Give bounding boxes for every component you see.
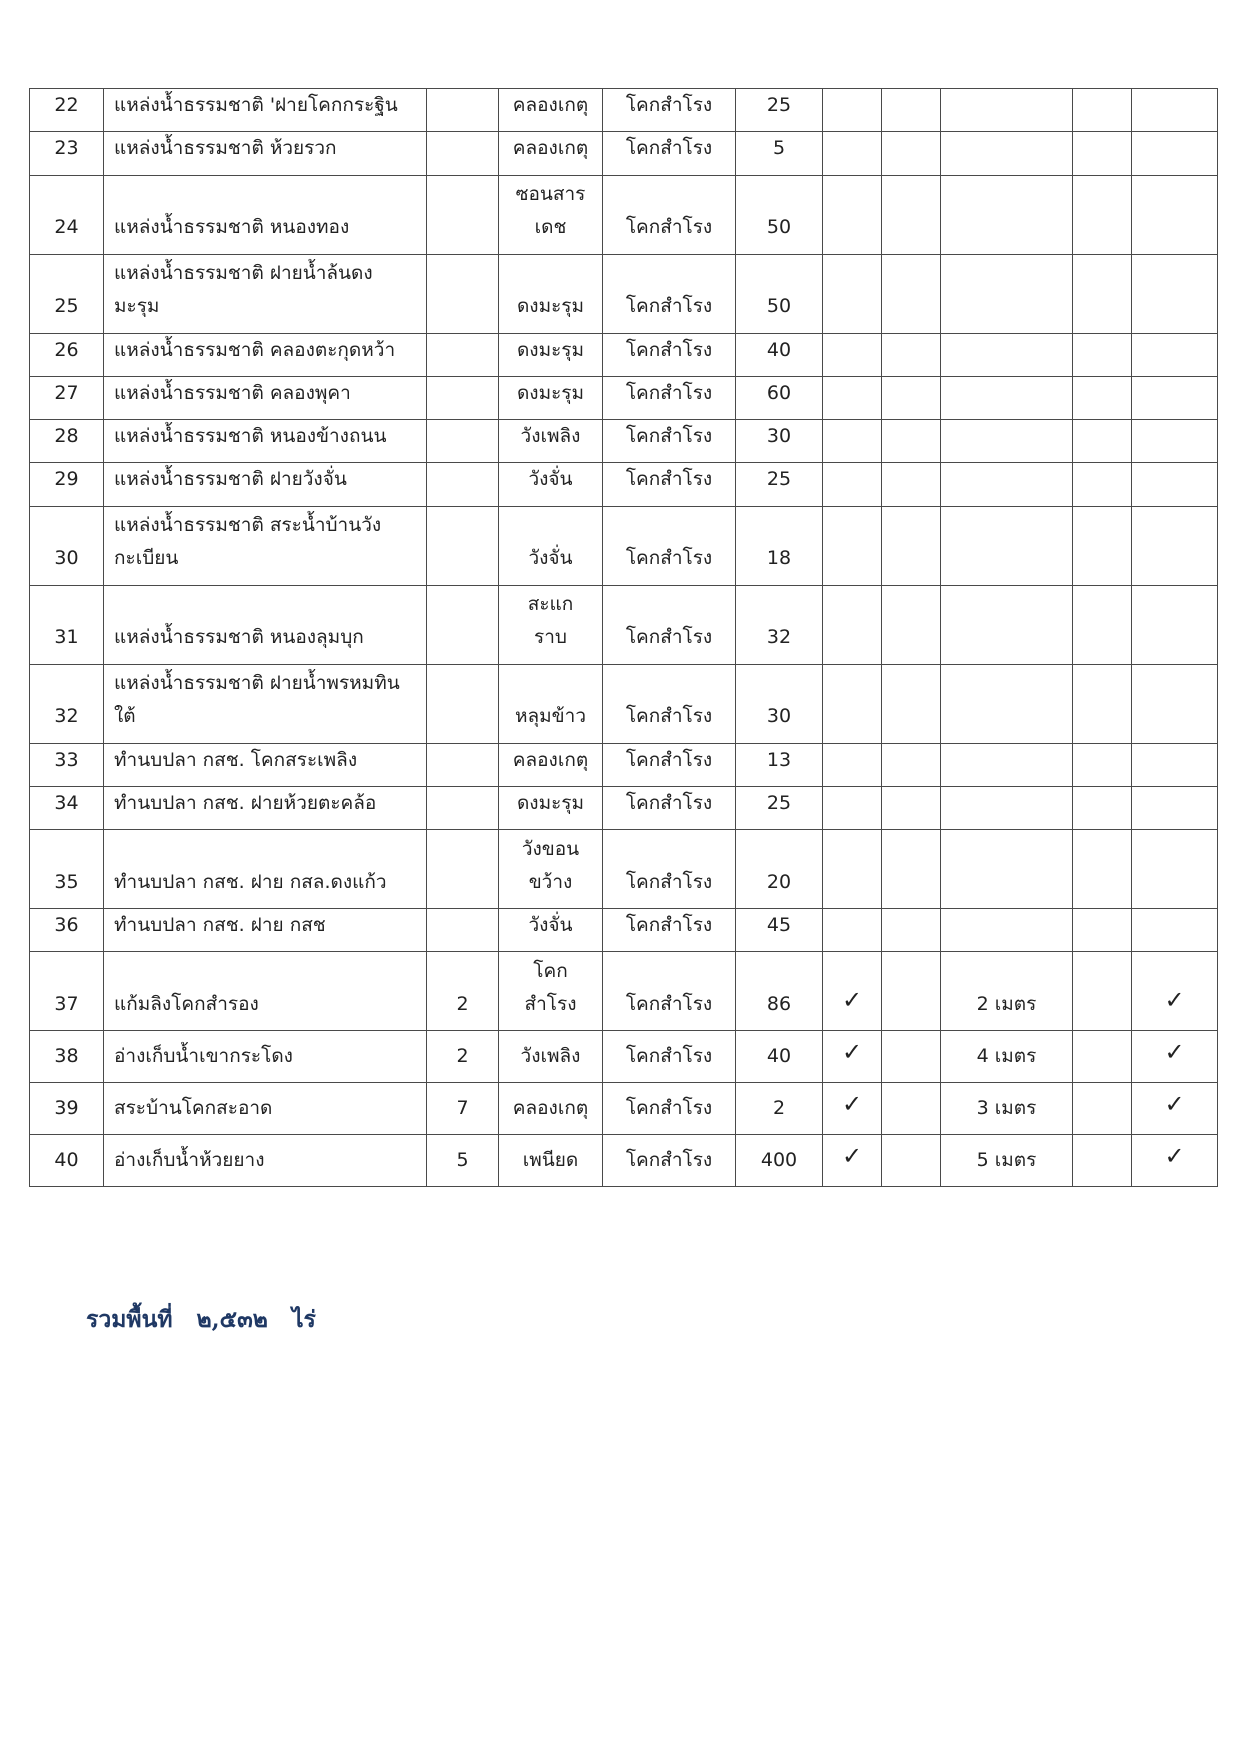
table-row: [30, 254, 1218, 333]
area-rai: 32: [736, 585, 823, 664]
row-number: 39: [30, 1083, 104, 1135]
area-rai: 86: [736, 952, 823, 1031]
tambon-name: โคกสำโรง: [603, 1135, 736, 1187]
moo-number: [427, 786, 499, 829]
tambon-name: โคกสำโรง: [603, 585, 736, 664]
table-row: [30, 132, 1218, 175]
row-number: 33: [30, 743, 104, 786]
tambon-name: โคกสำโรง: [603, 786, 736, 829]
area-rai: 13: [736, 743, 823, 786]
check-cell: [1073, 1083, 1132, 1135]
check-cell: [1132, 333, 1218, 376]
row-number: 28: [30, 420, 104, 463]
tambon-name: โคกสำโรง: [603, 506, 736, 585]
water-source-name: แหล่งน้ำธรรมชาติ หนองทอง: [104, 175, 427, 254]
check-cell: [823, 420, 882, 463]
moo-number: [427, 132, 499, 175]
area-rai: 20: [736, 830, 823, 909]
table-row: [30, 463, 1218, 506]
total-unit: ไร่: [291, 1306, 316, 1333]
table-row: [30, 333, 1218, 376]
check-cell: [882, 585, 941, 664]
water-source-name: แหล่งน้ำธรรมชาติ 'ฝายโคกกระฐิน: [104, 89, 427, 132]
check-cell: [882, 254, 941, 333]
check-cell: [882, 420, 941, 463]
tambon-name: โคกสำโรง: [603, 89, 736, 132]
check-cell: [1132, 506, 1218, 585]
check-cell: [1073, 376, 1132, 419]
depth-value: [941, 420, 1073, 463]
village-name: วังจั่น: [499, 463, 603, 506]
check-cell: [882, 333, 941, 376]
row-number: 32: [30, 664, 104, 743]
water-source-name: แหล่งน้ำธรรมชาติ คลองพุคา: [104, 376, 427, 419]
water-source-name: ทำนบปลา กสช. ฝายห้วยตะคล้อ: [104, 786, 427, 829]
check-cell: [1073, 254, 1132, 333]
check-cell: [823, 463, 882, 506]
check-cell: [882, 909, 941, 952]
row-number: 26: [30, 333, 104, 376]
area-rai: 50: [736, 175, 823, 254]
moo-number: 2: [427, 1031, 499, 1083]
water-source-name: แหล่งน้ำธรรมชาติ ห้วยรวก: [104, 132, 427, 175]
depth-value: [941, 664, 1073, 743]
water-source-name: อ่างเก็บน้ำเขากระโดง: [104, 1031, 427, 1083]
check-cell: [882, 1031, 941, 1083]
water-source-name: แหล่งน้ำธรรมชาติ ฝายวังจั่น: [104, 463, 427, 506]
depth-value: [941, 463, 1073, 506]
row-number: 38: [30, 1031, 104, 1083]
check-cell: ✓: [1132, 1031, 1218, 1083]
depth-value: 5 เมตร: [941, 1135, 1073, 1187]
moo-number: [427, 585, 499, 664]
village-name: คลองเกตุ: [499, 132, 603, 175]
row-number: 27: [30, 376, 104, 419]
tambon-name: โคกสำโรง: [603, 1083, 736, 1135]
table-row: [30, 420, 1218, 463]
check-cell: ✓: [1132, 1135, 1218, 1187]
depth-value: [941, 89, 1073, 132]
moo-number: [427, 506, 499, 585]
depth-value: 4 เมตร: [941, 1031, 1073, 1083]
tambon-name: โคกสำโรง: [603, 952, 736, 1031]
check-cell: [882, 952, 941, 1031]
village-name: คลองเกตุ: [499, 1083, 603, 1135]
moo-number: 7: [427, 1083, 499, 1135]
check-cell: ✓: [1132, 1083, 1218, 1135]
row-number: 25: [30, 254, 104, 333]
check-cell: [882, 506, 941, 585]
depth-value: [941, 786, 1073, 829]
area-rai: 60: [736, 376, 823, 419]
row-number: 22: [30, 89, 104, 132]
tambon-name: โคกสำโรง: [603, 830, 736, 909]
check-cell: [1073, 420, 1132, 463]
depth-value: [941, 254, 1073, 333]
depth-value: [941, 909, 1073, 952]
moo-number: [427, 664, 499, 743]
table-row: [30, 952, 1218, 1031]
row-number: 29: [30, 463, 104, 506]
water-source-name: แหล่งน้ำธรรมชาติ ฝายน้ำล้นดง มะรุม: [104, 254, 427, 333]
water-source-name: สระบ้านโคกสะอาด: [104, 1083, 427, 1135]
total-label: รวมพื้นที่: [86, 1306, 173, 1333]
check-cell: ✓: [823, 952, 882, 1031]
moo-number: [427, 463, 499, 506]
depth-value: [941, 376, 1073, 419]
check-cell: [1132, 463, 1218, 506]
village-name: วังเพลิง: [499, 1031, 603, 1083]
check-cell: [823, 909, 882, 952]
area-rai: 400: [736, 1135, 823, 1187]
moo-number: [427, 420, 499, 463]
check-cell: ✓: [823, 1031, 882, 1083]
check-cell: [1073, 830, 1132, 909]
check-cell: [1073, 664, 1132, 743]
check-cell: [882, 1135, 941, 1187]
check-cell: [1132, 132, 1218, 175]
water-source-name: แหล่งน้ำธรรมชาติ หนองลุมบุก: [104, 585, 427, 664]
check-cell: [823, 132, 882, 175]
tambon-name: โคกสำโรง: [603, 463, 736, 506]
area-rai: 30: [736, 420, 823, 463]
village-name: หลุมข้าว: [499, 664, 603, 743]
check-cell: [823, 743, 882, 786]
moo-number: [427, 909, 499, 952]
check-cell: [882, 132, 941, 175]
water-source-name: แหล่งน้ำธรรมชาติ ฝายน้ำพรหมทิน ใต้: [104, 664, 427, 743]
check-cell: [882, 463, 941, 506]
row-number: 36: [30, 909, 104, 952]
water-source-name: ทำนบปลา กสช. ฝาย กสช: [104, 909, 427, 952]
water-source-name: แก้มลิงโคกสำรอง: [104, 952, 427, 1031]
village-name: ดงมะรุม: [499, 376, 603, 419]
area-rai: 25: [736, 463, 823, 506]
depth-value: [941, 506, 1073, 585]
moo-number: [427, 743, 499, 786]
depth-value: [941, 830, 1073, 909]
check-cell: [882, 830, 941, 909]
check-cell: [1073, 506, 1132, 585]
check-cell: [882, 175, 941, 254]
moo-number: [427, 175, 499, 254]
check-cell: [882, 376, 941, 419]
check-cell: [1073, 132, 1132, 175]
area-rai: 30: [736, 664, 823, 743]
check-cell: [1073, 1135, 1132, 1187]
village-name: ดงมะรุม: [499, 333, 603, 376]
table-row: [30, 89, 1218, 132]
row-number: 34: [30, 786, 104, 829]
check-cell: [823, 786, 882, 829]
moo-number: 2: [427, 952, 499, 1031]
area-rai: 25: [736, 786, 823, 829]
check-cell: [823, 664, 882, 743]
village-name: ดงมะรุม: [499, 254, 603, 333]
check-cell: ✓: [1132, 952, 1218, 1031]
tambon-name: โคกสำโรง: [603, 333, 736, 376]
check-cell: [1132, 830, 1218, 909]
area-rai: 5: [736, 132, 823, 175]
check-cell: [823, 376, 882, 419]
area-rai: 2: [736, 1083, 823, 1135]
area-rai: 40: [736, 1031, 823, 1083]
check-cell: [823, 506, 882, 585]
tambon-name: โคกสำโรง: [603, 376, 736, 419]
village-name: วังจั่น: [499, 506, 603, 585]
village-name: คลองเกตุ: [499, 743, 603, 786]
row-number: 35: [30, 830, 104, 909]
table-row: [30, 786, 1218, 829]
village-name: คลองเกตุ: [499, 89, 603, 132]
check-cell: [1073, 1031, 1132, 1083]
check-cell: [1132, 743, 1218, 786]
table-row: [30, 743, 1218, 786]
check-cell: [1073, 333, 1132, 376]
water-source-name: อ่างเก็บน้ำห้วยยาง: [104, 1135, 427, 1187]
tambon-name: โคกสำโรง: [603, 132, 736, 175]
table-row: [30, 1135, 1218, 1187]
moo-number: [427, 89, 499, 132]
row-number: 40: [30, 1135, 104, 1187]
row-number: 24: [30, 175, 104, 254]
tambon-name: โคกสำโรง: [603, 420, 736, 463]
table-row: [30, 506, 1218, 585]
check-cell: [823, 89, 882, 132]
check-cell: [1073, 743, 1132, 786]
table-row: [30, 376, 1218, 419]
reservoir-table: [29, 88, 1218, 1187]
check-cell: [1132, 909, 1218, 952]
water-source-name: ทำนบปลา กสช. โคกสระเพลิง: [104, 743, 427, 786]
check-cell: [1132, 376, 1218, 419]
depth-value: [941, 585, 1073, 664]
check-cell: [882, 743, 941, 786]
check-cell: [1073, 585, 1132, 664]
table-row: [30, 1031, 1218, 1083]
area-rai: 40: [736, 333, 823, 376]
tambon-name: โคกสำโรง: [603, 175, 736, 254]
area-rai: 45: [736, 909, 823, 952]
depth-value: 2 เมตร: [941, 952, 1073, 1031]
water-source-name: แหล่งน้ำธรรมชาติ คลองตะกุดหว้า: [104, 333, 427, 376]
check-cell: [1073, 89, 1132, 132]
village-name: โคก สำโรง: [499, 952, 603, 1031]
check-cell: [1073, 786, 1132, 829]
check-cell: [823, 254, 882, 333]
area-rai: 50: [736, 254, 823, 333]
check-cell: [823, 830, 882, 909]
tambon-name: โคกสำโรง: [603, 254, 736, 333]
check-cell: [1132, 175, 1218, 254]
moo-number: [427, 830, 499, 909]
moo-number: [427, 254, 499, 333]
check-cell: [882, 89, 941, 132]
row-number: 30: [30, 506, 104, 585]
check-cell: [1132, 89, 1218, 132]
area-rai: 18: [736, 506, 823, 585]
depth-value: [941, 132, 1073, 175]
village-name: ซอนสาร เดช: [499, 175, 603, 254]
moo-number: 5: [427, 1135, 499, 1187]
water-source-name: แหล่งน้ำธรรมชาติ สระน้ำบ้านวัง กะเบียน: [104, 506, 427, 585]
village-name: วังเพลิง: [499, 420, 603, 463]
total-area: [86, 1302, 332, 1338]
total-value: ๒,๕๓๒: [196, 1306, 268, 1333]
table-row: [30, 830, 1218, 909]
village-name: เพนียด: [499, 1135, 603, 1187]
tambon-name: โคกสำโรง: [603, 1031, 736, 1083]
check-cell: [1073, 463, 1132, 506]
check-cell: [1132, 664, 1218, 743]
check-cell: [1073, 175, 1132, 254]
check-cell: [882, 786, 941, 829]
water-source-name: แหล่งน้ำธรรมชาติ หนองข้างถนน: [104, 420, 427, 463]
village-name: วังจั่น: [499, 909, 603, 952]
check-cell: [823, 333, 882, 376]
table-row: [30, 585, 1218, 664]
village-name: วังขอน ขว้าง: [499, 830, 603, 909]
water-source-name: ทำนบปลา กสช. ฝาย กสล.ดงแก้ว: [104, 830, 427, 909]
tambon-name: โคกสำโรง: [603, 909, 736, 952]
check-cell: [1073, 952, 1132, 1031]
check-cell: [882, 1083, 941, 1135]
check-cell: [823, 175, 882, 254]
depth-value: [941, 175, 1073, 254]
depth-value: [941, 333, 1073, 376]
depth-value: 3 เมตร: [941, 1083, 1073, 1135]
tambon-name: โคกสำโรง: [603, 743, 736, 786]
check-cell: [1132, 254, 1218, 333]
check-cell: [1132, 786, 1218, 829]
row-number: 23: [30, 132, 104, 175]
check-cell: [1132, 420, 1218, 463]
village-name: ดงมะรุม: [499, 786, 603, 829]
table-row: [30, 175, 1218, 254]
area-rai: 25: [736, 89, 823, 132]
check-cell: [1132, 585, 1218, 664]
row-number: 31: [30, 585, 104, 664]
check-cell: [823, 585, 882, 664]
check-cell: [882, 664, 941, 743]
check-cell: ✓: [823, 1083, 882, 1135]
row-number: 37: [30, 952, 104, 1031]
tambon-name: โคกสำโรง: [603, 664, 736, 743]
village-name: สะแก ราบ: [499, 585, 603, 664]
moo-number: [427, 333, 499, 376]
table-row: [30, 909, 1218, 952]
moo-number: [427, 376, 499, 419]
check-cell: ✓: [823, 1135, 882, 1187]
check-cell: [1073, 909, 1132, 952]
table-row: [30, 1083, 1218, 1135]
table-row: [30, 664, 1218, 743]
depth-value: [941, 743, 1073, 786]
